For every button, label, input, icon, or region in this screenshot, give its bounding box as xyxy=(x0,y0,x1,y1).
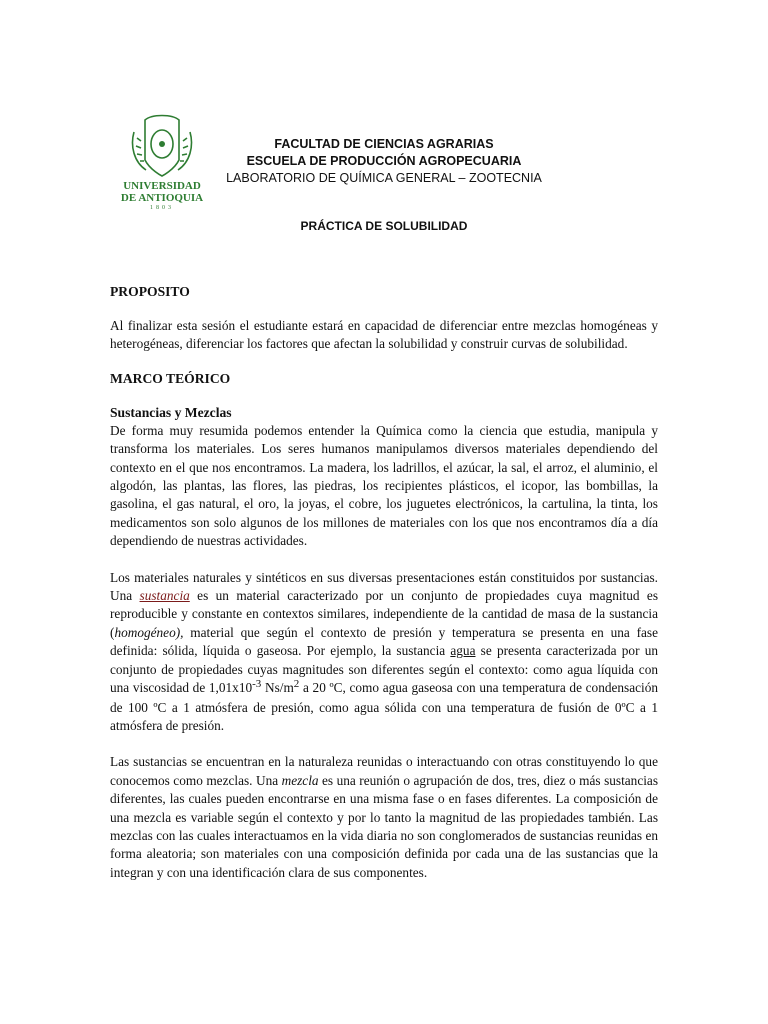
exponent-2: 2 xyxy=(293,678,300,691)
proposito-text: Al finalizar esta sesión el estudiante estará en capacidad de diferenciar entre mezclas homogéneas y heterogéneas, diferenciar los factores que afectan la solubilidad y construir curvas de solubilidad. xyxy=(110,318,658,352)
faculty-title: FACULTAD DE CIENCIAS AGRARIAS xyxy=(274,137,494,151)
term-homogeneo: homogéneo), xyxy=(114,624,184,640)
marco-heading: MARCO TEÓRICO xyxy=(110,370,231,386)
paragraph-3: Las sustancias se encuentran en la naturaleza reunidas o interactuando con otras constituyendo lo que conocemos como mezclas. Una mezcla es una reunión o agrupación de dos, tres, diez o más sustancias diferentes, las cuales pueden encontrarse en una misma fase o en fases diferentes. La composición de una mezcla es variable según el contexto y por lo tanto la magnitud de las propiedades también. Las mezclas con las cuales interactuamos en la vida diaria no son conglomerados de sustancias reunidas en forma aleatoria; son materiales con una composición definida por cada una de las sustancias que la integran y con una identificación clara de sus componentes. xyxy=(110,754,659,880)
logo-text-line2: DE ANTIOQUIA xyxy=(120,192,204,204)
practice-title: PRÁCTICA DE SOLUBILIDAD xyxy=(300,219,468,233)
term-agua: agua xyxy=(450,643,476,659)
term-sustancia: sustancia xyxy=(139,588,190,604)
document-header xyxy=(200,136,568,187)
paragraph-1: De forma muy resumida podemos entender la Química como la ciencia que estudia, manipula y transforma los materiales. Los seres humanos manipulamos diversos materiales dependiendo del contexto en el que nos encontramos. La madera, los ladrillos, el azúcar, la sal, el arroz, el aluminio, el algodón, las plantas, las flores, las piedras, los recipientes plásticos, el icopor, las bombillas, la gasolina, el gas natural, el oro, la joyas, el cobre, los juguetes electrónicos, la cartulina, la tinta, los medicamentos son solo algunos de los millones de materiales con los que nos encontramos día a día dependiendo de nuestras actividades. xyxy=(110,422,658,549)
proposito-heading: PROPOSITO xyxy=(110,284,190,299)
logo-year: 1803 xyxy=(150,205,174,211)
paragraph-2: Los materiales naturales y sintéticos en sus diversas presentaciones están constituidos por sustancias. Una sustancia es un material caracterizado por un conjunto de propiedades cuya magnitud es reproducible y constante en contextos similares, independiente de la cantidad de masa de la sustancia (homogéneo), material que según el contexto de presión y temperatura se presenta en una fase definida: sólida, líquida o gaseosa. Por ejemplo, la sustancia agua se presenta caracterizada por un conjunto de propiedades cuyas magnitudes son diferentes según el contexto: como agua líquida con una viscosidad de $1,01x10^{-3}$ $Ns/m^2$ a 20 ºC, como agua gaseosa con una temperatura de condensación de 100 ºC a 1 atmósfera de presión, como agua sólida con una temperatura de fusión de 0ºC a 1 atmósfera de presión. xyxy=(110,569,659,733)
document-body xyxy=(110,283,658,882)
lab-title: LABORATORIO DE QUÍMICA GENERAL – ZOOTECNIA xyxy=(226,171,542,185)
logo-text-line1: UNIVERSIDAD xyxy=(123,180,201,192)
sustancias-subheading: Sustancias y Mezclas xyxy=(110,404,232,420)
exponent-1: -3 xyxy=(252,678,262,691)
term-mezcla: mezcla xyxy=(281,772,319,788)
school-title: ESCUELA DE PRODUCCIÓN AGROPECUARIA xyxy=(246,154,522,168)
university-logo xyxy=(112,110,212,214)
